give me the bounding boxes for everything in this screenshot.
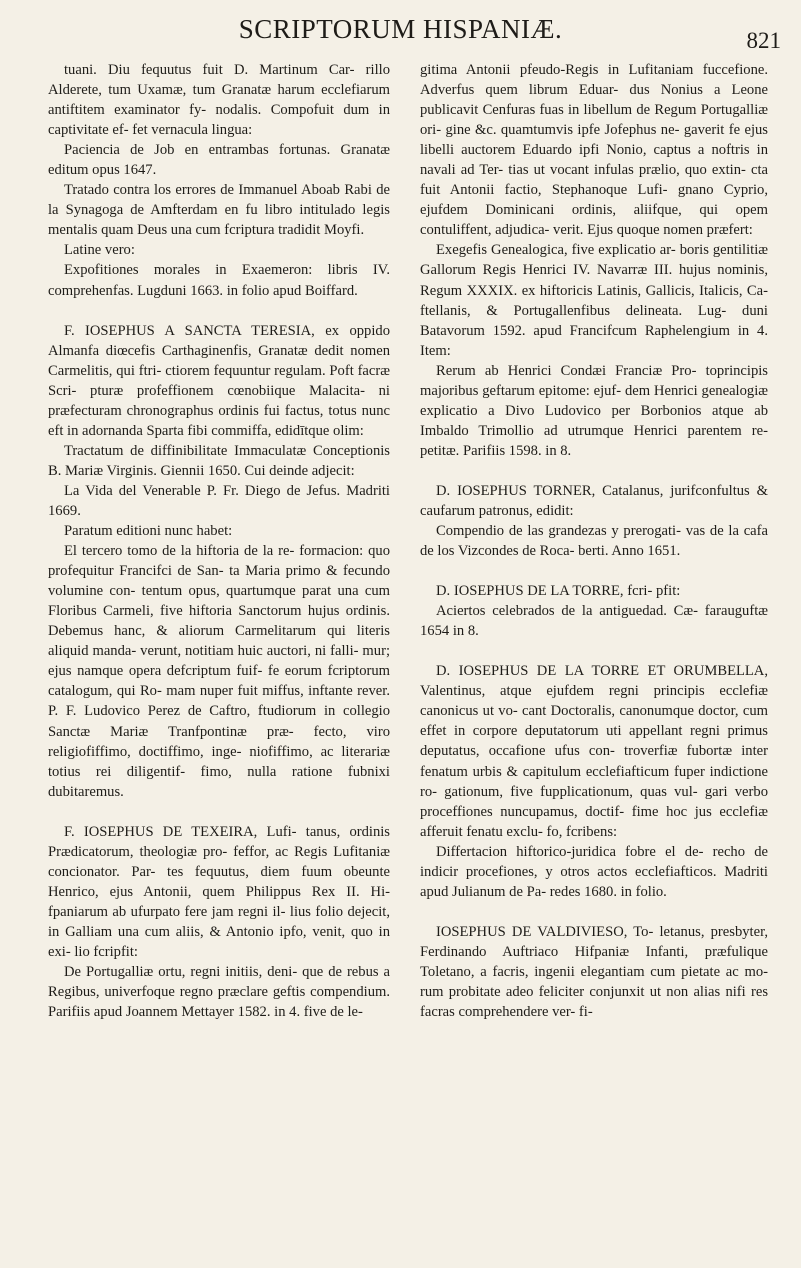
entry-iosephus-de-la-torre: D. IOSEPHUS DE LA TORRE, fcri- pfit:	[436, 583, 681, 600]
page-number: 821	[746, 28, 781, 53]
right-column	[420, 60, 768, 1022]
entry-iosephus-torner: D. IOSEPHUS TORNER, Catalanus, jurifconfultus & caufarum patronus, edidit:	[420, 482, 768, 519]
latine-vero: Latine vero:	[64, 242, 135, 259]
title-de-portugalliae-ortu: De Portugalliæ ortu, regni initiis, deni- que de rebus a Regibus, univerfoque regno præclare geftis compendium. Parifiis apud Joannem Mettayer 1582. in 4. five de le-	[48, 964, 390, 1021]
title-tercero-tomo: El tercero tomo de la hiftoria de la re- formacion: quo profequitur Francifci de San- ta Maria primo & fecundo volumine con- tentum opus, quartumque parat una cum Floribus Carmeli, five hiftoria Sanctorum hujus ordinis. Debemus hanc, & aliorum Carmelitarum qui literis aliquid manda- verunt, notitiam huic auctori, ni falli- mur; ejus namque opera defcriptum fuif- fe eorum fcriptorum catalogum, qui Ro- mam nuper fuit miffus, inftante rever. P. F. Ludovico Perez de Caftro, ftudiorum in collegio Sanctæ Mariæ Tranfpontinæ præ- fecto, viro religiofiffimo, doctiffimo, inge- niofiffimo, ac literariæ totius rei diligentif- fimo, nulla ratione fubnixi dubitaremus.	[48, 543, 390, 800]
running-title: SCRIPTORUM HISPANIÆ.	[238, 14, 563, 44]
title-expositiones-morales: Expofitiones morales in Exaemeron: libris IV. comprehenfas. Lugduni 1663. in folio apud Boiffard.	[48, 262, 390, 299]
title-tratado-contra-los-errores: Tratado contra los errores de Immanuel Aboab Rabi de la Synagoga de Amfterdam en fu libro intitulado legis mentalis quam Deus una cum fcriptura tradidit Moyfi.	[48, 182, 390, 239]
entry-iosephus-de-la-torre-et-orumbella: D. IOSEPHUS DE LA TORRE ET ORUMBELLA, Valentinus, atque ejufdem regni principis ecclefiæ canonicus ut vo- cant Doctoralis, canonumque doctor, cum effet in corpore deputatorum uti appellant regni primus deputatus, occafione ufus con- troverfiæ fubortæ inter fenatum urbis & capitulum ecclefiafticum fuper indictione ro- gationum, five fupplicationum, quas vul- gari verbo proceffiones nuncupamus, doctif- fime hoc jus ecclefiæ afferuit fenatu exclu- fo, fcribens:	[420, 663, 768, 840]
title-exegesis-genealogica: Exegefis Genealogica, five explicatio ar- boris gentilitiæ Gallorum Regis Henrici IV. Navarræ III. hujus nominis, Regum XXXIX. ex hiftoricis Latinis, Gallicis, Italicis, Ca- ftellanis, & Portugallenfibus delineata. Lug- duni Batavorum 1592. apud Francifcum Raphelengium in 4. Item:	[420, 242, 768, 359]
title-paciencia-de-job: Paciencia de Job en entrambas fortunas. Granatæ editum opus 1647.	[48, 142, 390, 179]
title-aciertos-celebrados: Aciertos celebrados de la antiguedad. Cæ- farauguftæ 1654 in 8.	[420, 603, 768, 640]
paratum-editioni: Paratum editioni nunc habet:	[64, 523, 233, 540]
running-head	[0, 8, 801, 54]
title-tractatum-immaculatae: Tractatum de diffinibilitate Immaculatæ Conceptionis B. Mariæ Virginis. Giennii 1650. Cui deinde adjecit:	[48, 442, 390, 479]
title-compendio-de-las-grandezas: Compendio de las grandezas y prerogati- vas de la cafa de los Vizcondes de Roca- berti. Anno 1651.	[420, 523, 768, 560]
entry-iosephus-a-sancta-teresia: F. IOSEPHUS A SANCTA TERESIA, ex oppido Almanfa diœcefis Carthaginenfis, Granatæ dedit nomen Carmelitis, qui ftri- ctiorem fequuntur regulam. Poft facræ Scri- pturæ profeffionem cœnobiique Malacita- ni præfecturam chronographus ordinis fui factus, totus nunc eft in adornanda Sparta fibi commiffa, edidītque olim:	[48, 322, 390, 439]
paragraph-legitima-antonii: gitima Antonii pfeudo-Regis in Lufitaniam fuccefione. Adverfus quem librum Eduar- dus Nonius a Leone publicavit Cenfuras fuas in libellum de Regum Portugalliæ ori- gine &c. quamtumvis ipfe Jofephus ne- gaverit fe ejus libelli auctorem Eduardo ipfi Nonio, captus a noftris in navali ad Ter- tias ut vocant infulas prælio, quo extin- cta fuit Antonii factio, Stephanoque Lufi- gnano Cyprio, ejufdem Dominicani ordinis, aliifque, qui opem contuliffent, adjudica- verit. Ejus quoque nomen præfert:	[420, 62, 768, 239]
entry-iosephus-de-texeira: F. IOSEPHUS DE TEXEIRA, Lufi- tanus, ordinis Prædicatorum, theologiæ pro- feffor, ac Regis Lufitaniæ concionator. Par- tes fequutus, diem fuum obeunte Henrico, ejus Antonii, quem Philippus Rex II. Hi- fpaniarum ab ufurpato fere jam regni il- lius folio dejecit, in Galliam una cum aliis, & Antonio ipfo, venit, quo in exi- lio fcripfit:	[48, 823, 390, 960]
title-dissertacion-historico-juridica: Differtacion hiftorico-juridica fobre el de- recho de indicir procefiones, y otros actos ecclefiafticos. Madriti apud Julianum de Pa- redes 1680. in folio.	[420, 843, 768, 900]
title-rerum-ab-henrici: Rerum ab Henrici Condæi Franciæ Pro- toprincipis majoribus geftarum epitome: ejuf- dem Henrici genealogiæ explicatio a Divo Ludovico per Borbonios atque ab Imbaldo Trimollio ad utrumque Henrici parentem re- petitæ. Parifiis 1598. in 8.	[420, 362, 768, 459]
title-vida-del-venerable: La Vida del Venerable P. Fr. Diego de Jefus. Madriti 1669.	[48, 482, 390, 519]
entry-iosephus-de-valdivieso: IOSEPHUS DE VALDIVIESO, To- letanus, presbyter, Ferdinando Auftriaco Hifpaniæ Infanti, præfulique Toletano, a facris, ingenii elegantiam cum pietate ac mo- rum probitate adeo feliciter conjunxit ut non alias nifi res facras comprehendere ver- fi-	[420, 923, 768, 1021]
left-column	[48, 60, 390, 1022]
paragraph-martinum: tuani. Diu fequutus fuit D. Martinum Car- rillo Alderete, tum Uxamæ, tum Granatæ harum ecclefiarum antiftitem examinator fy- nodalis. Compofuit dum in captivitate ef- fet vernacula lingua:	[48, 62, 390, 139]
